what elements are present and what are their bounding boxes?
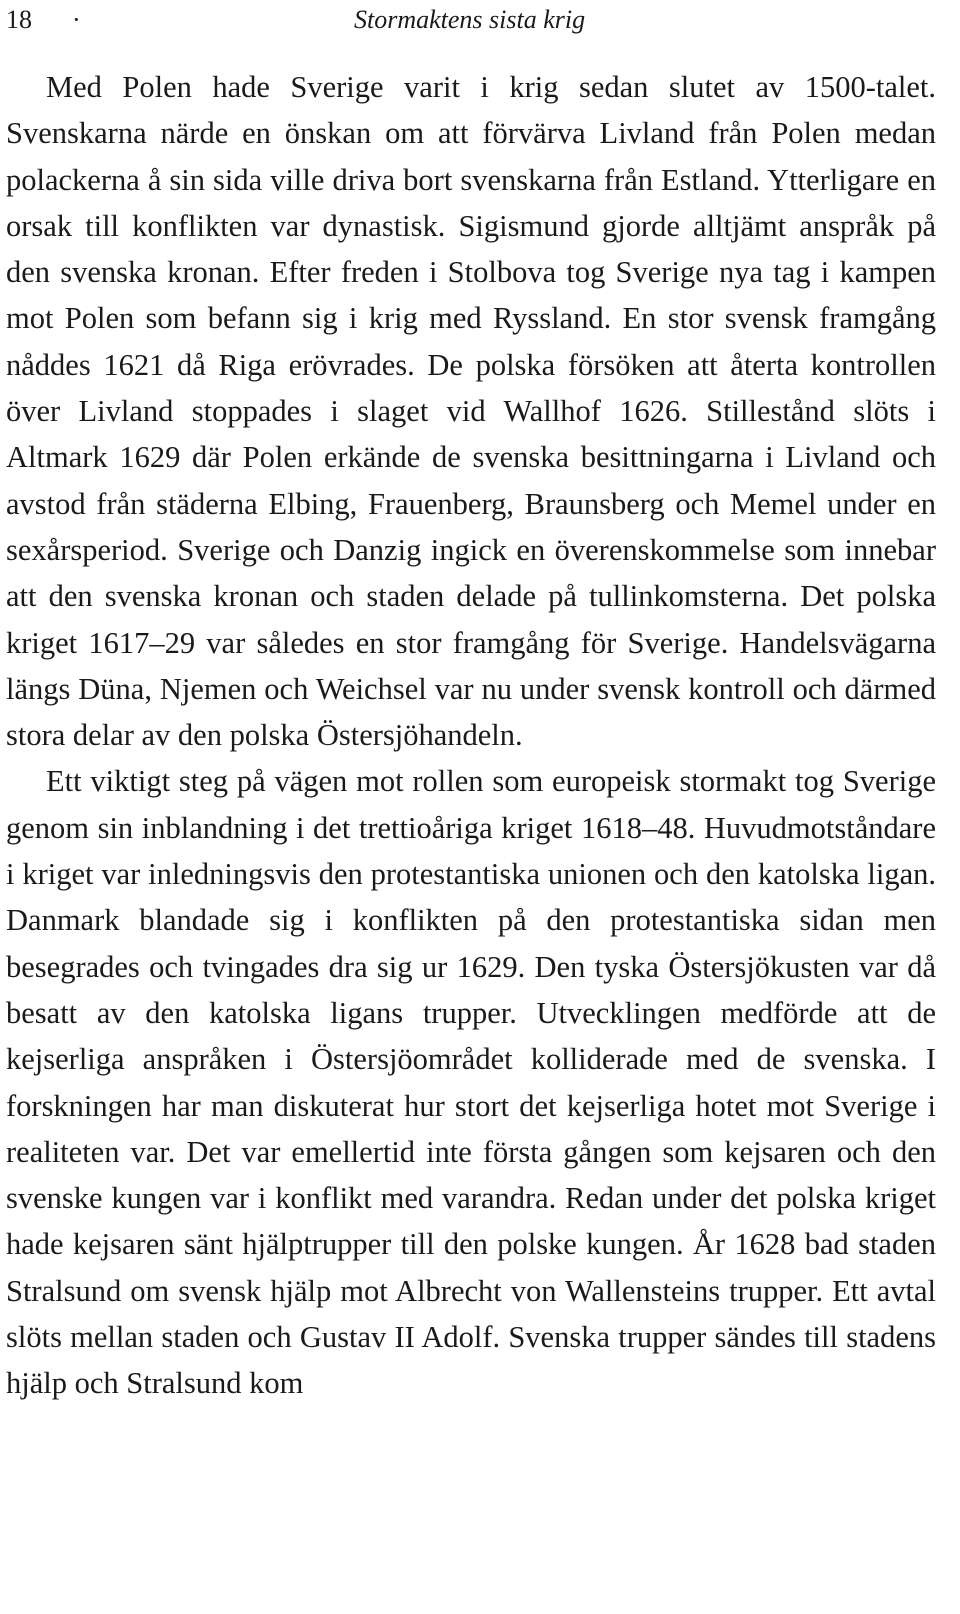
- running-title: Stormaktens sista krig: [354, 5, 586, 34]
- paragraph-1: Med Polen hade Sverige varit i krig sedan slutet av 1500-talet. Svenskarna närde en önskan om att förvärva Livland från Polen medan polackerna å sin sida ville driva bort svenskarna från Estland. Ytterligare en orsak till konflikten var dynastisk. Sigismund gjorde alltjämt anspråk på den svenska kronan. Efter freden i Stolbova tog Sverige nya tag i kampen mot Polen som befann sig i krig med Ryssland. En stor svensk framgång nåddes 1621 då Riga erövrades. De polska försöken att återta kontrollen över Livland stoppades i slaget vid Wallhof 1626. Stillestånd slöts i Altmark 1629 där Polen erkände de svenska besittningarna i Livland och avstod från städerna Elbing, Frauenberg, Braunsberg och Memel under en sexårsperiod. Sverige och Danzig ingick en överenskommelse som innebar att den svenska kronan och staden delade på tullinkomsterna. Det polska kriget 1617–29 var således en stor framgång för Sverige. Handelsvägarna längs Düna, Njemen och Weichsel var nu under svensk kontroll och därmed stora delar av den polska Östersjöhandeln.: [6, 70, 936, 753]
- running-head: [6, 4, 940, 36]
- body-text: [6, 64, 936, 1407]
- header-separator: ·: [72, 5, 81, 34]
- paragraph-2: Ett viktigt steg på vägen mot rollen som europeisk stormakt tog Sverige genom sin inblandning i det trettioåriga kriget 1618–48. Huvudmotståndare i kriget var inledningsvis den protestantiska unionen och den katolska ligan. Danmark blandade sig i konflikten på den protestantiska sidan men besegrades och tvingades dra sig ur 1629. Den tyska Östersjökusten var då besatt av den katolska ligans trupper. Utvecklingen medförde att de kejserliga anspråken i Östersjöområdet kolliderade med de svenska. I forskningen har man diskuterat hur stort det kejserliga hotet mot Sverige i realiteten var. Det var emellertid inte första gången som kejsaren och den svenske kungen var i konflikt med varandra. Redan under det polska kriget hade kejsaren sänt hjälptrupper till den polske kungen. År 1628 bad staden Stralsund om svensk hjälp mot Albrecht von Wallensteins trupper. Ett avtal slöts mellan staden och Gustav II Adolf. Svenska trupper sändes till stadens hjälp och Stralsund kom: [6, 764, 936, 1401]
- page-number: 18: [6, 5, 32, 34]
